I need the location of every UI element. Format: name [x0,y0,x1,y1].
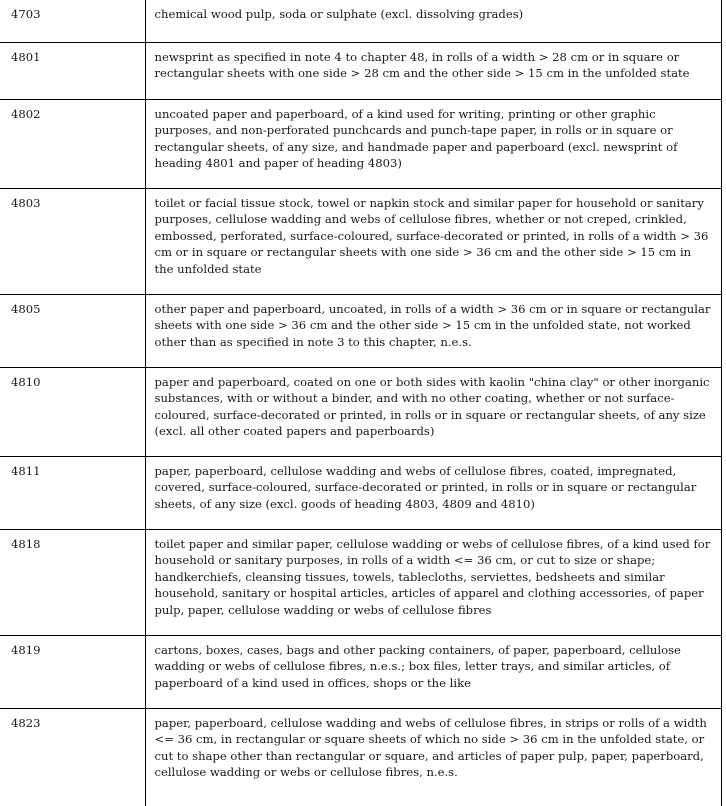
description-cell: paper, paperboard, cellulose wadding and webs of cellulose fibres, in strips or rolls of a width <= 36 cm, in rectangular or square sheets of which no side > 36 cm in the unfolded state, or cut to shape other than rectangular or square, and articles of paper pulp, paper, paperboard, cellulose wadding or webs or cellulose fibres, n.e.s. [145,708,722,806]
hs-code-cell: 4803 [0,188,145,294]
hs-code-cell: 4818 [0,529,145,635]
hs-code-cell: 4802 [0,99,145,188]
table-row [0,529,722,635]
table-row [0,99,722,188]
description-cell: toilet or facial tissue stock, towel or napkin stock and similar paper for household or sanitary purposes, cellulose wadding and webs of cellulose fibres, whether or not creped, crinkled, embossed, perforated, surface-coloured, surface-decorated or printed, in rolls of a width > 36 cm or in square or rectangular sheets with one side > 36 cm and the other side > 15 cm in the unfolded state [145,188,722,294]
hs-code-cell: 4810 [0,367,145,456]
table-row [0,456,722,529]
description-cell: toilet paper and similar paper, cellulose wadding or webs of cellulose fibres, of a kind used for household or sanitary purposes, in rolls of a width <= 36 cm, or cut to size or shape; handkerchiefs, cleansing tissues, towels, tablecloths, serviettes, bedsheets and similar household, sanitary or hospital articles, articles of apparel and clothing accessories, of paper pulp, paper, cellulose wadding or webs of cellulose fibres [145,529,722,635]
hs-code-cell: 4823 [11,715,41,730]
table-row [0,42,722,99]
table-row [0,294,722,367]
hs-code-cell: 4819 [0,635,145,708]
description-cell: paper, paperboard, cellulose wadding and webs of cellulose fibres, coated, impregnated, covered, surface-coloured, surface-decorated or printed, in rolls or in square or rectangular sheets, of any size (excl. goods of heading 4803, 4809 and 4810) [145,456,722,529]
hs-code-cell: 4811 [0,456,145,529]
hs-code-cell: 4805 [0,294,145,367]
description-cell: paper and paperboard, coated on one or both sides with kaolin "china clay" or other inorganic substances, with or without a binder, and with no other coating, whether or not surface-coloured, surface-decorated or printed, in rolls or in square or rectangular sheets, of any size (excl. all other coated papers and paperboards) [145,367,722,456]
table-row [0,0,722,42]
table-row [0,708,722,806]
table-row [0,635,722,708]
description-cell: other paper and paperboard, uncoated, in rolls of a width > 36 cm or in square or rectangular sheets with one side > 36 cm and the other side > 15 cm in the unfolded state, not worked other than as specified in note 3 to this chapter, n.e.s. [145,294,722,367]
description-cell: uncoated paper and paperboard, of a kind used for writing, printing or other graphic purposes, and non-perforated punchcards and punch-tape paper, in rolls or in square or rectangular sheets, of any size, and handmade paper and paperboard (excl. newsprint of heading 4801 and paper of heading 4803) [145,99,722,188]
description-cell: cartons, boxes, cases, bags and other packing containers, of paper, paperboard, cellulose wadding or webs of cellulose fibres, n.e.s.; box files, letter trays, and similar articles, of paperboard of a kind used in offices, shops or the like [145,635,722,708]
description-cell: newsprint as specified in note 4 to chapter 48, in rolls of a width > 28 cm or in square or rectangular sheets with one side > 28 cm and the other side > 15 cm in the unfolded state [145,42,722,99]
hs-code-cell: 4801 [0,42,145,99]
hs-code-cell: 4703 [0,0,145,42]
description-cell: chemical wood pulp, soda or sulphate (excl. dissolving grades) [145,0,722,42]
table-row [0,367,722,456]
table-row [0,188,722,294]
